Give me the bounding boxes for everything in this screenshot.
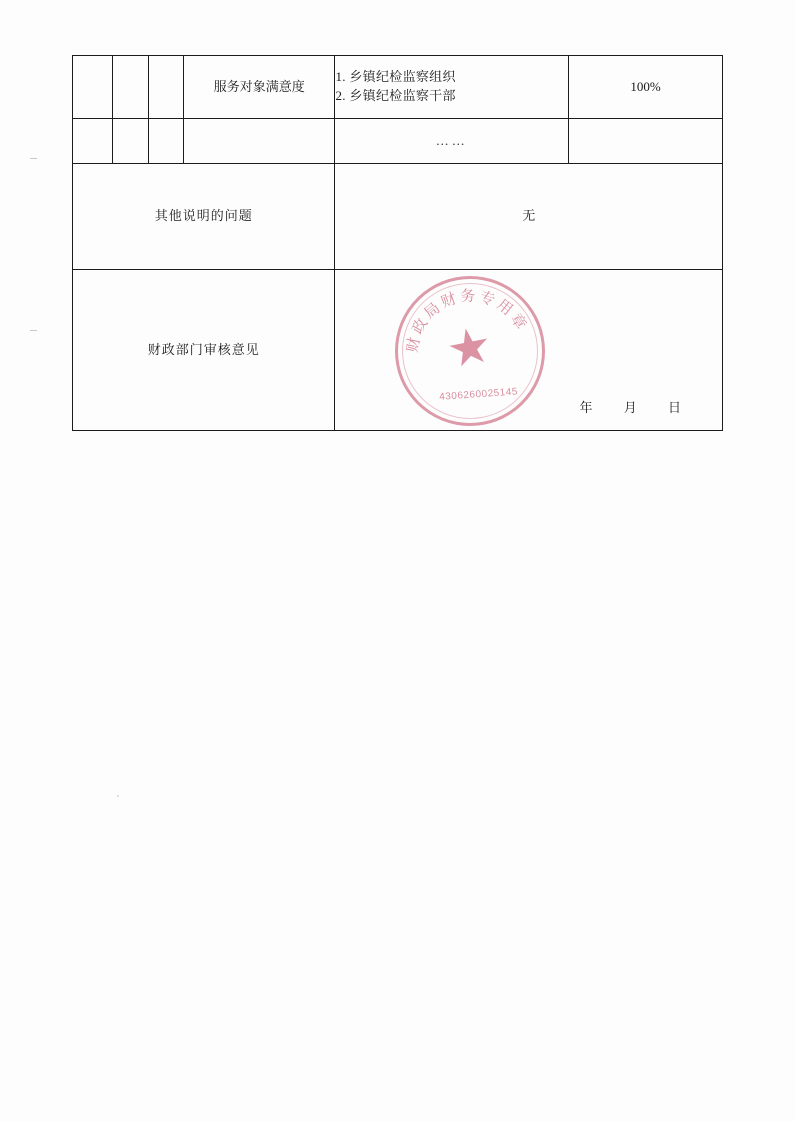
indicator-col-2-cont [113, 119, 148, 164]
satisfaction-value: 100% [568, 56, 722, 119]
indicator-col-1-cont [73, 119, 113, 164]
date-month-label: 月 [623, 400, 638, 416]
finance-opinion-body [335, 270, 722, 430]
date-year-label: 年 [579, 400, 594, 416]
satisfaction-item-1: 1. 乡镇纪检监察组织 [335, 69, 456, 85]
table-row-finance-opinion [73, 270, 723, 431]
date-day-label: 日 [667, 400, 682, 416]
table-row [73, 119, 723, 164]
finance-opinion-label: 财政部门审核意见 [73, 270, 335, 431]
satisfaction-label: 服务对象满意度 [184, 56, 335, 119]
other-issues-label: 其他说明的问题 [73, 164, 335, 270]
table-row-other-issues [73, 164, 723, 270]
evaluation-form-table [72, 55, 723, 431]
indicator-col-3 [148, 56, 183, 119]
indicator-col-1 [73, 56, 113, 119]
scan-edge-mark [30, 330, 37, 331]
finance-opinion-value-cell [335, 270, 723, 431]
seal-number: 4306260025145 [439, 385, 519, 403]
seal-text: 财政局财务专用章 [404, 287, 532, 354]
empty-value-cell [568, 119, 722, 164]
table-row [73, 56, 723, 119]
indicator-col-3-cont [148, 119, 183, 164]
scan-speck [117, 795, 119, 797]
empty-label-cell [184, 119, 335, 164]
scan-edge-mark [30, 158, 37, 159]
indicator-col-2 [113, 56, 148, 119]
seal-stamp-icon [383, 263, 559, 439]
date-line [579, 399, 682, 418]
satisfaction-items [335, 56, 568, 119]
satisfaction-item-2: 2. 乡镇纪检监察干部 [335, 88, 456, 103]
ellipsis-cell: …… [335, 119, 568, 164]
other-issues-value: 无 [335, 164, 723, 270]
